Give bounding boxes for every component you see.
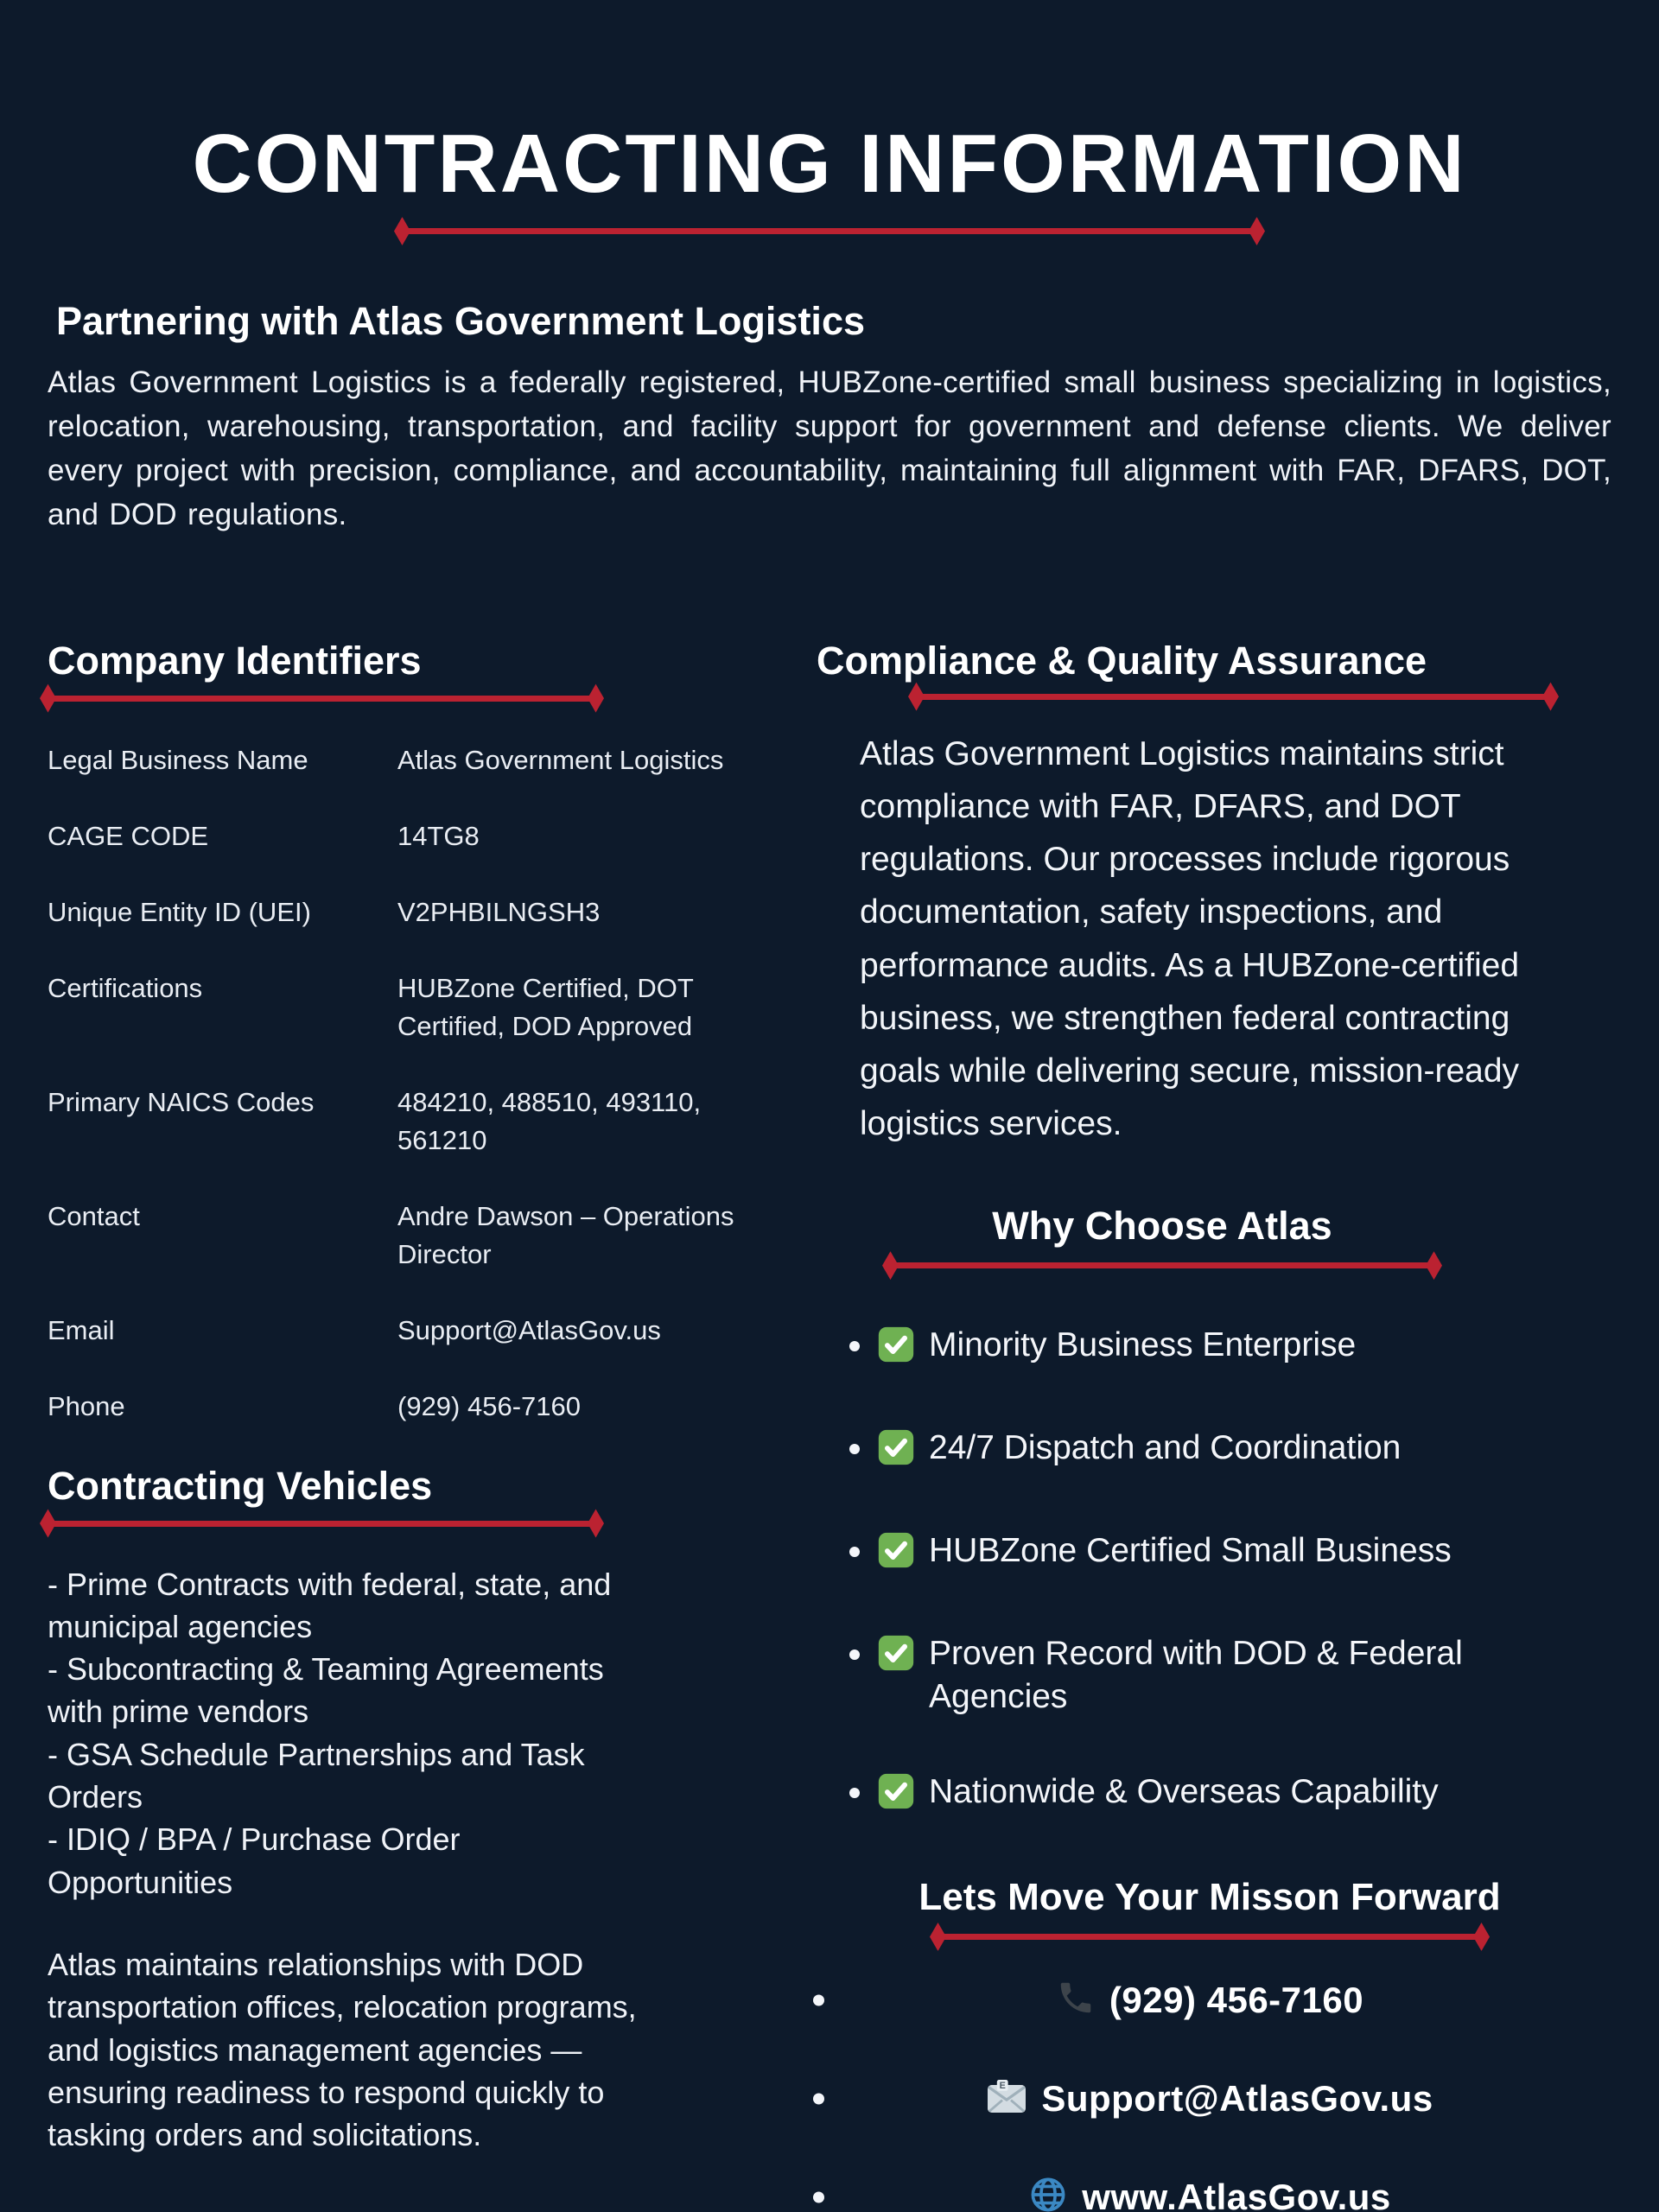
cta-section bbox=[817, 1877, 1603, 2212]
list-item bbox=[849, 1770, 1642, 1821]
checklist-label: HUBZone Certified Small Business bbox=[929, 1531, 1452, 1569]
check-icon bbox=[877, 1325, 915, 1375]
contact-row-website bbox=[817, 2173, 1603, 2212]
why-choose-section bbox=[817, 1204, 1508, 1268]
row-value: Atlas Government Logistics bbox=[397, 744, 724, 775]
title-red-divider bbox=[402, 228, 1257, 234]
list-item: - Subcontracting & Teaming Agreements with prime vendors bbox=[48, 1651, 604, 1730]
checklist-label: Minority Business Enterprise bbox=[929, 1326, 1357, 1364]
why-choose-checklist bbox=[849, 1324, 1642, 1821]
cta-heading: Lets Move Your Misson Forward bbox=[918, 1875, 1501, 1918]
right-column bbox=[817, 639, 1642, 2212]
left-column bbox=[48, 639, 817, 2212]
contracting-vehicles-list bbox=[48, 1563, 652, 1904]
table-row bbox=[48, 893, 817, 931]
why-choose-heading: Why Choose Atlas bbox=[992, 1204, 1332, 1249]
company-identifiers-table bbox=[48, 741, 817, 1426]
compliance-red-divider bbox=[916, 694, 1551, 700]
table-row bbox=[48, 969, 817, 1046]
check-icon bbox=[877, 1634, 915, 1683]
table-row bbox=[48, 741, 817, 779]
row-value: Support@AtlasGov.us bbox=[397, 1314, 661, 1345]
row-value: Andre Dawson – Operations Director bbox=[397, 1200, 734, 1269]
phone-icon bbox=[1056, 1978, 1096, 2022]
row-value: 14TG8 bbox=[397, 820, 480, 851]
compliance-heading: Compliance & Quality Assurance bbox=[817, 638, 1427, 683]
row-label: Certifications bbox=[48, 972, 203, 1003]
intro-heading: Partnering with Atlas Government Logistics bbox=[56, 299, 865, 343]
list-item bbox=[849, 1427, 1642, 1478]
list-item bbox=[849, 1632, 1642, 1719]
bullet-dot bbox=[813, 1994, 824, 2005]
website-url: www.AtlasGov.us bbox=[1082, 2176, 1391, 2212]
two-column-layout bbox=[48, 639, 1659, 2212]
email-icon bbox=[986, 2078, 1027, 2119]
list-item: - GSA Schedule Partnerships and Task Orders bbox=[48, 1736, 585, 1815]
table-row bbox=[48, 1084, 817, 1160]
row-label: Legal Business Name bbox=[48, 744, 308, 775]
checklist-label: Nationwide & Overseas Capability bbox=[929, 1772, 1439, 1810]
contact-list bbox=[817, 1976, 1603, 2212]
list-item bbox=[849, 1324, 1642, 1375]
bullet-dot bbox=[849, 1341, 860, 1351]
contact-row-email bbox=[817, 2075, 1603, 2123]
bullet-dot bbox=[813, 2093, 824, 2104]
row-label: Contact bbox=[48, 1200, 140, 1231]
bullet-dot bbox=[849, 1444, 860, 1454]
check-icon bbox=[877, 1531, 915, 1580]
row-value: 484210, 488510, 493110, 561210 bbox=[397, 1086, 702, 1155]
row-value: (929) 456-7160 bbox=[397, 1390, 581, 1421]
row-label: Phone bbox=[48, 1390, 125, 1421]
check-icon bbox=[877, 1428, 915, 1478]
list-item bbox=[849, 1529, 1642, 1580]
table-row bbox=[48, 817, 817, 855]
list-item: - Prime Contracts with federal, state, and municipal agencies bbox=[48, 1566, 612, 1644]
table-row bbox=[48, 1312, 817, 1350]
bullet-dot bbox=[849, 1649, 860, 1660]
checklist-label: 24/7 Dispatch and Coordination bbox=[929, 1429, 1402, 1467]
relationships-paragraph: Atlas maintains relationships with DOD transportation offices, relocation programs, and logistics management agencies — ensuring readiness to respond quickly to tasking orders and solicitations. bbox=[48, 1947, 637, 2153]
row-value: HUBZone Certified, DOT Certified, DOD Approved bbox=[397, 972, 694, 1041]
contact-row-phone bbox=[817, 1976, 1603, 2024]
cta-red-divider bbox=[938, 1934, 1482, 1940]
list-item: - IDIQ / BPA / Purchase Order Opportunities bbox=[48, 1821, 461, 1900]
bullet-dot bbox=[813, 2191, 824, 2202]
row-label: Unique Entity ID (UEI) bbox=[48, 896, 311, 927]
table-row bbox=[48, 1198, 817, 1274]
check-icon bbox=[877, 1772, 915, 1821]
globe-icon bbox=[1028, 2175, 1068, 2212]
row-label: Primary NAICS Codes bbox=[48, 1086, 315, 1117]
checklist-label: Proven Record with DOD & Federal Agencies bbox=[929, 1634, 1463, 1715]
contracting-vehicles-red-divider bbox=[48, 1521, 596, 1527]
row-label: CAGE CODE bbox=[48, 820, 209, 851]
company-identifiers-heading: Company Identifiers bbox=[48, 638, 422, 683]
page-title: CONTRACTING INFORMATION bbox=[192, 118, 1467, 210]
email-address: Support@AtlasGov.us bbox=[1041, 2077, 1433, 2119]
intro-paragraph: Atlas Government Logistics is a federally registered, HUBZone-certified small business specializing in logistics, relocation, warehousing, transportation, and facility support for government and defense clients. We deliver every project with precision, compliance, and accountability, maintaining full alignment with FAR, DFARS, DOT, and DOD regulations. bbox=[48, 365, 1611, 531]
row-label: Email bbox=[48, 1314, 115, 1345]
table-row bbox=[48, 1388, 817, 1426]
row-value: V2PHBILNGSH3 bbox=[397, 896, 601, 927]
contracting-vehicles-heading: Contracting Vehicles bbox=[48, 1463, 433, 1508]
compliance-paragraph: Atlas Government Logistics maintains strict compliance with FAR, DFARS, and DOT regulations. Our processes include rigorous documentation, safety inspections, and performance audits. As a HUBZone-certified business, we strengthen federal contracting goals while delivering secure, mission-ready logistics services. bbox=[860, 734, 1520, 1143]
phone-number: (929) 456-7160 bbox=[1109, 1979, 1364, 2020]
why-choose-red-divider bbox=[890, 1262, 1434, 1268]
bullet-dot bbox=[849, 1547, 860, 1557]
svg-text:E: E bbox=[999, 2081, 1007, 2092]
bullet-dot bbox=[849, 1788, 860, 1798]
company-identifiers-red-divider bbox=[48, 696, 596, 702]
